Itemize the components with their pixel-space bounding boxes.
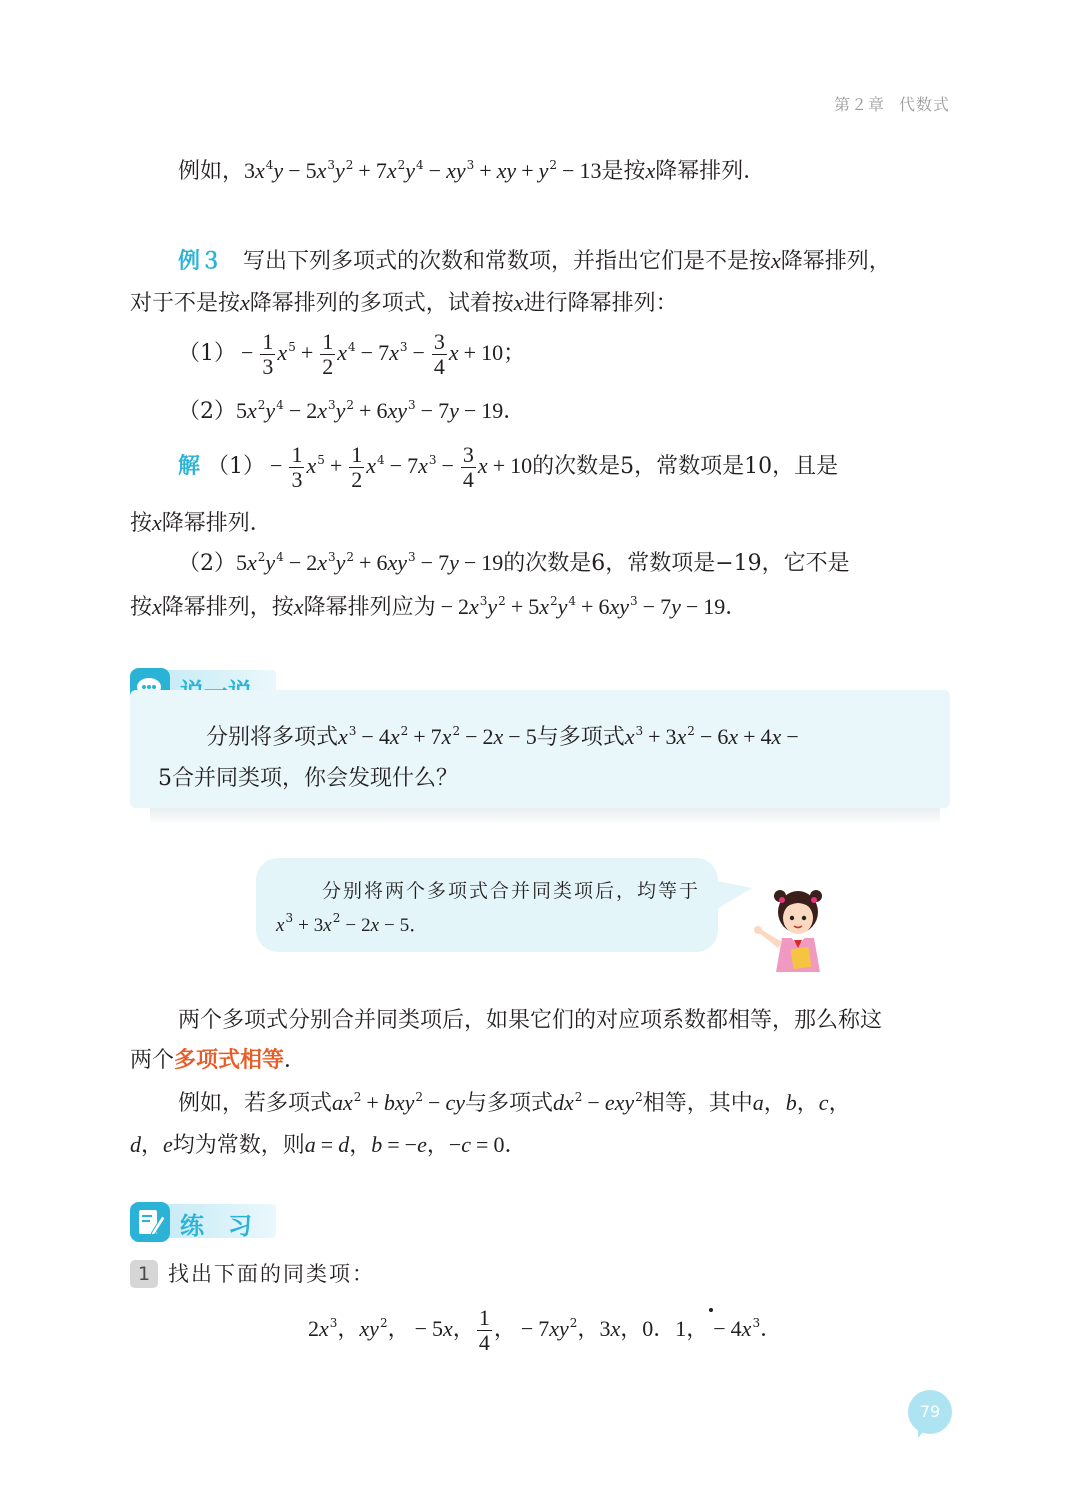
girl-illustration (744, 886, 840, 974)
exercise-terms: $2x^3$，$xy^2$， − 5x， $\frac{1}{4}$ ， − $7xy^2$，3x，0．1， − $4x^3$． (308, 1304, 783, 1355)
page-number: 79 (908, 1390, 952, 1434)
discuss-shadow (150, 808, 940, 826)
term-polynomial-equal: 多项式相等 (174, 1048, 285, 1073)
solution-line2-cont: 按x降幂排列，按x降幂排列应为 − $2x^3y^2 + 5x^2y^4 + 6xy^3 - 7y - 19$． (130, 594, 748, 620)
solution-line1: 解 （1） − $\frac{1}{3}$ $x^5$ + $\frac{1}{2}$ $x^4 - 7x^3$ − $\frac{3}{4}$ x + 10的次数是5，常数项是10，且是 (178, 441, 839, 492)
example-eq-line2: d，e均为常数，则a = d，b = −e，−c = 0． (130, 1132, 527, 1158)
chapter-title: 代数式 (898, 95, 950, 114)
page-number-tail (918, 1426, 928, 1438)
example3-item1: （1） − $\frac{1}{3}$ $x^5$ + $\frac{1}{2}$ $x^4 - 7x^3$ − $\frac{3}{4}$ x + 10； (178, 328, 526, 379)
example3-line1: 例３ 写出下列多项式的次数和常数项，并指出它们是不是按x降幂排列， (178, 248, 891, 274)
running-header (820, 92, 950, 115)
exercise-number: 1 (130, 1260, 158, 1288)
example3-label: 例３ (178, 249, 223, 274)
repeating-decimal-dot (709, 1308, 713, 1312)
solution-line1-cont: 按x降幂排列． (130, 510, 272, 536)
discuss-line2: 5合并同类项，你会发现什么？ (158, 766, 458, 791)
definition-line2: 两个多项式相等． (130, 1048, 307, 1073)
bubble-line1: 分别将两个多项式合并同类项后，均等于 (322, 880, 701, 902)
bubble-line2: $x^3 + 3x^2 - 2x - 5$． (276, 911, 429, 936)
example3-line2: 对于不是按x降幂排列的多项式，试着按x进行降幂排列： (130, 290, 678, 316)
speech-bubble (256, 858, 718, 952)
discuss-line1: 分别将多项式$x^3 - 4x^2 + 7x^2 - 2x - 5$与多项式$x^3 + 3x^2 - 6x + 4x$ − (206, 724, 799, 750)
exercise-text: 找出下面的同类项： (168, 1262, 375, 1286)
example3-item2: $(2)5x^2y^4 - 2x^3y^2 + 6xy^3 - 7y - 19$． (178, 398, 526, 424)
practice-title: 练 习 (180, 1212, 252, 1240)
solution-label: 解 (178, 454, 201, 479)
example-eq-line1: 例如，若多项式$ax^2 + bxy^2$ − cy与多项式$dx^2 - exy^2$相等，其中a，b，c， (178, 1090, 851, 1116)
solution-line2: $(2)5x^2y^4 - 2x^3y^2 + 6xy^3 - 7y - 19$的次数是6，常数项是−19，它不是 (178, 550, 850, 576)
definition-line1: 两个多项式分别合并同类项后，如果它们的对应项系数都相等，那么称这 (178, 1008, 883, 1033)
intro-line: 例如，$3x^4y - 5x^3y^2 + 7x^2y^4 - xy^3$ + xy + $y^2 - 13$是按x降幂排列． (178, 158, 766, 184)
pencil-note-icon (130, 1202, 170, 1242)
chapter-label: 第２章 (833, 95, 885, 114)
